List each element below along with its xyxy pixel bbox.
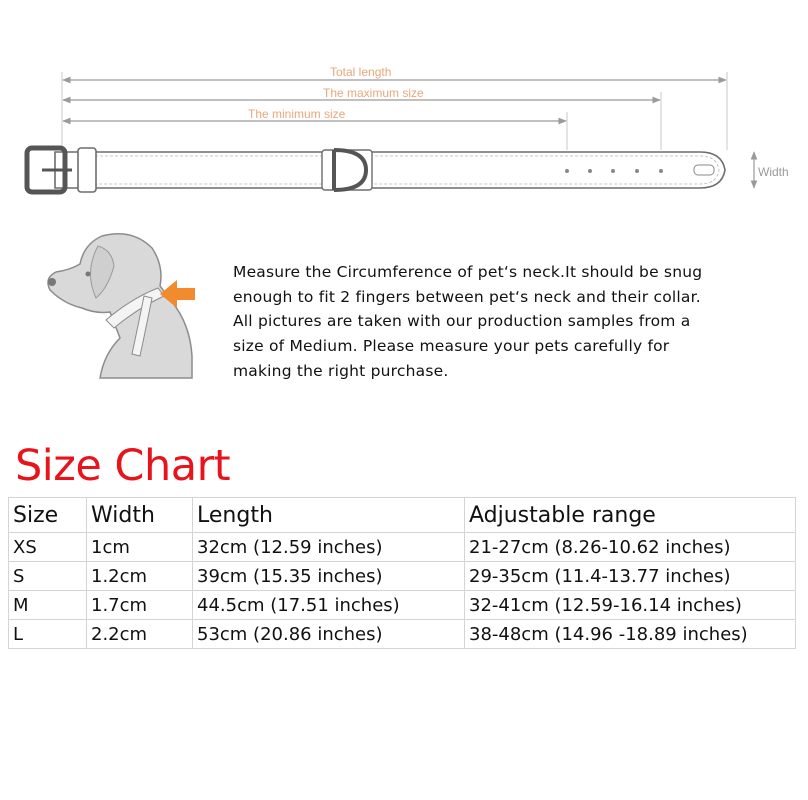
cell-length: 32cm (12.59 inches) xyxy=(193,533,465,562)
column-header-adjustable-range: Adjustable range xyxy=(465,498,796,533)
instruction-line: size of Medium. Please measure your pets carefully for xyxy=(233,337,670,356)
hole xyxy=(635,169,639,173)
min-size-label: The minimum size xyxy=(248,107,346,121)
column-header-length: Length xyxy=(193,498,465,533)
cell-width: 2.2cm xyxy=(87,620,193,649)
dog-neck-illustration xyxy=(40,226,200,396)
cell-size: L xyxy=(9,620,87,649)
hole xyxy=(565,169,569,173)
cell-length: 44.5cm (17.51 inches) xyxy=(193,591,465,620)
total-length-label: Total length xyxy=(330,65,392,79)
instruction-line: enough to fit 2 fingers between pet‘s neck and their collar. xyxy=(233,287,701,306)
size-chart-title: Size Chart xyxy=(15,441,231,491)
hole xyxy=(611,169,615,173)
cell-size: XS xyxy=(9,533,87,562)
size-chart-table xyxy=(8,497,796,649)
cell-adjustable-range: 38-48cm (14.96 -18.89 inches) xyxy=(465,620,796,649)
dog-nose-icon xyxy=(48,278,56,286)
cell-adjustable-range: 21-27cm (8.26-10.62 inches) xyxy=(465,533,796,562)
table-header-row xyxy=(9,498,796,533)
collar-dimension-diagram xyxy=(0,0,808,230)
keeper-loop xyxy=(78,148,96,192)
cell-adjustable-range: 32-41cm (12.59-16.14 inches) xyxy=(465,591,796,620)
column-header-width: Width xyxy=(87,498,193,533)
collar-illustration xyxy=(27,148,725,192)
cell-adjustable-range: 29-35cm (11.4-13.77 inches) xyxy=(465,562,796,591)
cell-width: 1.2cm xyxy=(87,562,193,591)
table-row xyxy=(9,562,796,591)
table-row xyxy=(9,620,796,649)
instruction-line: Measure the Circumference of pet‘s neck.It should be snug xyxy=(233,263,703,281)
cell-width: 1.7cm xyxy=(87,591,193,620)
hole xyxy=(659,169,663,173)
tip-logo-plate xyxy=(694,165,714,175)
cell-length: 53cm (20.86 inches) xyxy=(193,620,465,649)
hole xyxy=(588,169,592,173)
cell-width: 1cm xyxy=(87,533,193,562)
cell-size: S xyxy=(9,562,87,591)
dog-eye-icon xyxy=(86,272,91,277)
instruction-line: making the right purchase. xyxy=(233,361,449,380)
measurement-instructions xyxy=(233,260,793,384)
table-row xyxy=(9,591,796,620)
cell-size: M xyxy=(9,591,87,620)
collar-strap xyxy=(55,152,725,188)
max-size-label: The maximum size xyxy=(323,86,424,100)
column-header-size: Size xyxy=(9,498,87,533)
table-row xyxy=(9,533,796,562)
cell-length: 39cm (15.35 inches) xyxy=(193,562,465,591)
instruction-line: All pictures are taken with our production samples from a xyxy=(233,312,691,331)
dog-silhouette xyxy=(48,234,192,378)
width-label: Width xyxy=(758,165,789,179)
